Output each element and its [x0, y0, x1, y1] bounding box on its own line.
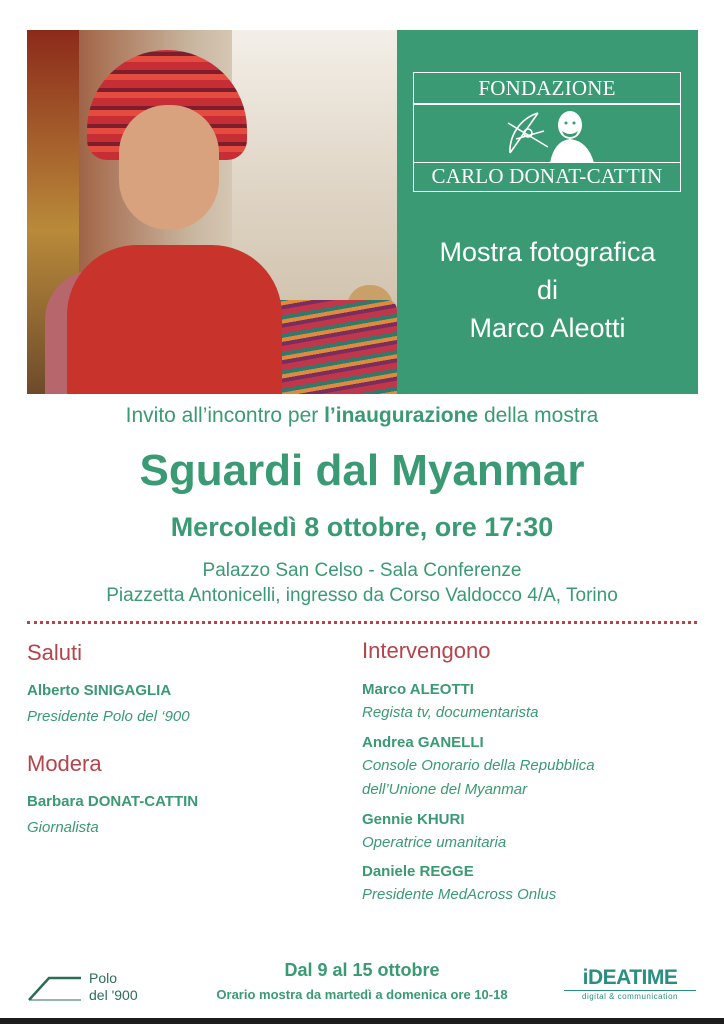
speaker-role: Regista tv, documentarista — [362, 704, 539, 721]
venue-line-2: Piazzetta Antonicelli, ingresso da Corso Valdocco 4/A, Torino — [106, 585, 618, 606]
speaker-name: Marco ALEOTTI — [362, 681, 474, 698]
saluti-name: Alberto SINIGAGLIA — [27, 682, 172, 699]
event-date: Mercoledì 8 ottobre, ore 17:30 — [170, 512, 554, 542]
venue-line-1: Palazzo San Celso - Sala Conferenze — [202, 560, 522, 581]
ideatime-logo — [560, 966, 700, 1006]
intervengono-heading: Intervengono — [362, 638, 491, 663]
exhibition-hours: Orario mostra da martedì a domenica ore 10-18 — [216, 987, 508, 1002]
speaker-name: Daniele REGGE — [362, 863, 474, 880]
ideatime-tagline: digital & communication — [564, 990, 696, 1001]
speaker-role: Operatrice umanitaria — [362, 834, 507, 851]
exhibition-subtitle — [397, 233, 698, 347]
modera-heading: Modera — [27, 751, 102, 776]
modera-name: Barbara DONAT-CATTIN — [27, 793, 199, 810]
fondazione-logo — [413, 72, 681, 192]
logo-line-2: CARLO DONAT-CATTIN — [431, 164, 663, 188]
bottom-bar — [0, 1018, 724, 1024]
invite-prefix: Invito all’incontro per — [125, 404, 325, 427]
sextant-portrait-icon — [498, 103, 598, 163]
polo-line-2: del '900 — [89, 987, 138, 1003]
exhibition-line-2: di — [536, 275, 558, 305]
saluti-role: Presidente Polo del ‘900 — [27, 708, 190, 725]
photo-face — [119, 105, 219, 230]
speaker-role: Console Onorario della Repubblica — [362, 757, 595, 774]
speaker-name: Gennie KHURI — [362, 811, 465, 828]
exhibition-photo — [27, 30, 397, 394]
event-title: Sguardi dal Myanmar — [139, 446, 585, 495]
exhibition-line-1: Mostra fotografica — [439, 237, 656, 267]
exhibition-dates: Dal 9 al 15 ottobre — [284, 960, 440, 980]
dotted-divider — [27, 621, 697, 624]
invite-highlight: l’inaugurazione — [324, 404, 479, 427]
saluti-heading: Saluti — [27, 640, 83, 665]
polo-line-1: Polo — [89, 970, 118, 986]
invite-suffix: della mostra — [478, 404, 599, 427]
exhibition-panel — [397, 30, 698, 394]
invite-line — [0, 404, 724, 428]
exhibition-line-3: Marco Aleotti — [469, 313, 626, 343]
logo-rule-bottom — [414, 162, 680, 164]
photo-shirt — [67, 245, 282, 394]
speaker-role-line-2: dell’Unione del Myanmar — [362, 781, 528, 798]
speaker-role: Presidente MedAcross Onlus — [362, 886, 557, 903]
modera-role: Giornalista — [27, 819, 99, 836]
logo-line-1: FONDAZIONE — [478, 76, 616, 100]
speaker-name: Andrea GANELLI — [362, 734, 484, 751]
ideatime-name: iDEATIME — [582, 966, 678, 989]
